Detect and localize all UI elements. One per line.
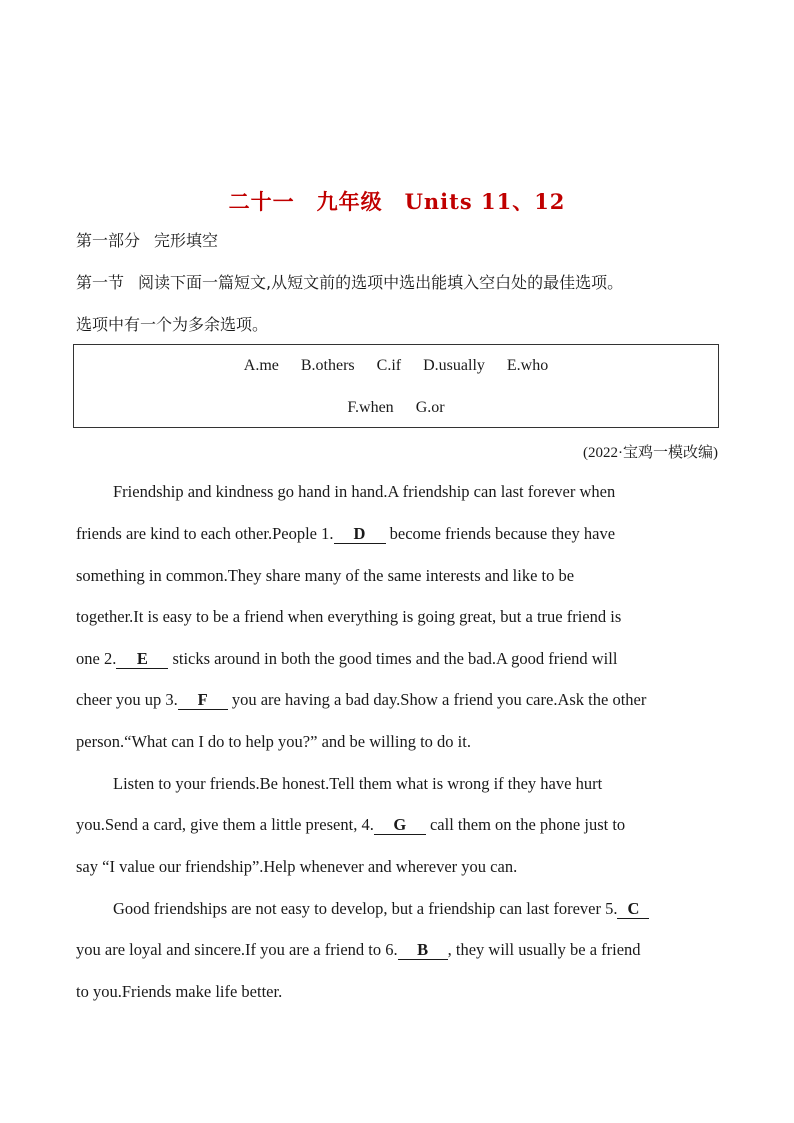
option-f: F.when <box>347 399 394 416</box>
instruction-line-1: 第一节 阅读下面一篇短文,从短文前的选项中选出能填入空白处的最佳选项。 <box>76 273 624 292</box>
options-box <box>73 344 719 428</box>
option-b: B.others <box>300 357 355 374</box>
passage-line: to you.Friends make life better. <box>76 982 283 1001</box>
passage-line: you.Send a card, give them a little present, 4. G call them on the phone just to <box>76 815 626 834</box>
title-grade: 九年级 <box>316 189 383 214</box>
passage-line: together.It is easy to be a friend when everything is going great, but a true friend is <box>76 607 622 626</box>
option-c: C.if <box>376 357 402 374</box>
option-a: A.me <box>243 357 279 374</box>
answer-blank-6[interactable]: B <box>398 941 448 960</box>
source-note: (2022·宝鸡一模改编) <box>583 445 718 461</box>
option-g: G.or <box>415 399 445 416</box>
answer-blank-4[interactable]: G <box>374 816 426 835</box>
passage-line: Friendship and kindness go hand in hand.A friendship can last forever when <box>113 482 616 501</box>
answer-blank-1[interactable]: D <box>334 525 386 544</box>
passage-line: say “I value our friendship”.Help whenever and wherever you can. <box>76 857 518 876</box>
option-d: D.usually <box>423 357 485 374</box>
passage-line: Listen to your friends.Be honest.Tell them what is wrong if they have hurt <box>113 774 603 793</box>
option-e: E.who <box>506 357 549 374</box>
options-row-1 <box>74 357 718 375</box>
answer-blank-3[interactable]: F <box>178 691 228 710</box>
options-row-2 <box>74 399 718 417</box>
passage-line: person.“What can I do to help you?” and be willing to do it. <box>76 732 471 751</box>
passage-line: friends are kind to each other.People 1. D become friends because they have <box>76 524 616 543</box>
passage-line: Good friendships are not easy to develop, but a friendship can last forever 5. C <box>113 899 649 919</box>
page-title <box>0 186 794 216</box>
passage-line: cheer you up 3. F you are having a bad day.Show a friend you care.Ask the other <box>76 690 647 709</box>
passage-line: you are loyal and sincere.If you are a friend to 6. B , they will usually be a friend <box>76 940 641 959</box>
answer-blank-2[interactable]: E <box>116 650 168 669</box>
title-units: Units 11、12 <box>404 189 566 214</box>
passage-line: something in common.They share many of the same interests and like to be <box>76 566 575 585</box>
passage-line: one 2. E sticks around in both the good times and the bad.A good friend will <box>76 649 618 668</box>
instruction-line-2: 选项中有一个为多余选项。 <box>76 315 269 334</box>
section-heading: 第一部分 完形填空 <box>76 231 219 250</box>
answer-blank-5[interactable]: C <box>617 900 649 919</box>
title-number: 二十一 <box>228 189 295 214</box>
